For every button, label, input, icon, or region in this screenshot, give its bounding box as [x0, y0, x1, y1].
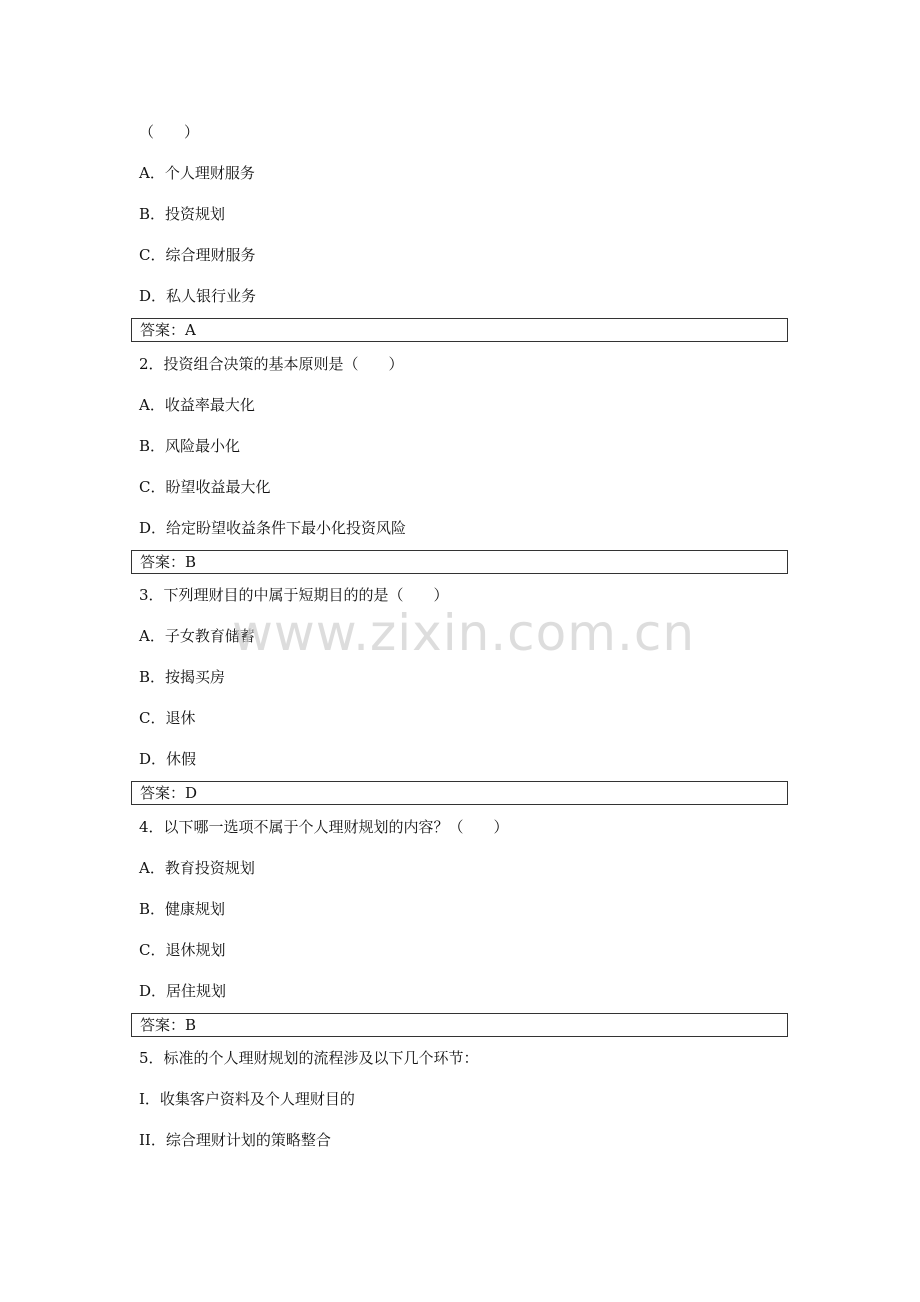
q3-option-c: C．退休	[139, 709, 196, 727]
q3-answer-box: 答案：D	[131, 781, 788, 805]
q3-option-d: D．休假	[139, 750, 197, 768]
question-4: 4．以下哪一选项不属于个人理财规划的内容？（ ）	[139, 818, 509, 836]
q4-option-d: D．居住规划	[139, 982, 227, 1000]
q4-option-a: A．教育投资规划	[139, 859, 255, 877]
q1-option-a: A．个人理财服务	[139, 164, 255, 182]
q5-step-2: II．综合理财计划的策略整合	[139, 1131, 331, 1149]
q1-option-d: D．私人银行业务	[139, 287, 257, 305]
q2-answer-box: 答案：B	[131, 550, 788, 574]
question-3: 3．下列理财目的中属于短期目的的是（ ）	[139, 586, 449, 604]
q1-option-c: C．综合理财服务	[139, 246, 256, 264]
q4-option-b: B．健康规划	[139, 900, 226, 918]
q1-answer-box: 答案：A	[131, 318, 788, 342]
q3-option-b: B．按揭买房	[139, 668, 226, 686]
question-2: 2．投资组合决策的基本原则是（ ）	[139, 355, 404, 373]
q2-option-c: C．盼望收益最大化	[139, 478, 271, 496]
q1-option-b: B．投资规划	[139, 205, 226, 223]
q4-option-c: C．退休规划	[139, 941, 226, 959]
q5-step-1: I．收集客户资料及个人理财目的	[139, 1090, 355, 1108]
q4-answer-box: 答案：B	[131, 1013, 788, 1037]
question-1-blank: （ ）	[139, 123, 200, 141]
question-5: 5．标准的个人理财规划的流程涉及以下几个环节：	[139, 1049, 479, 1067]
q3-option-a: A．子女教育储蓄	[139, 627, 255, 645]
q2-option-a: A．收益率最大化	[139, 396, 255, 414]
q2-option-d: D．给定盼望收益条件下最小化投资风险	[139, 519, 407, 537]
watermark-text: www.zixin.com.cn	[232, 604, 696, 662]
q2-option-b: B．风险最小化	[139, 437, 241, 455]
